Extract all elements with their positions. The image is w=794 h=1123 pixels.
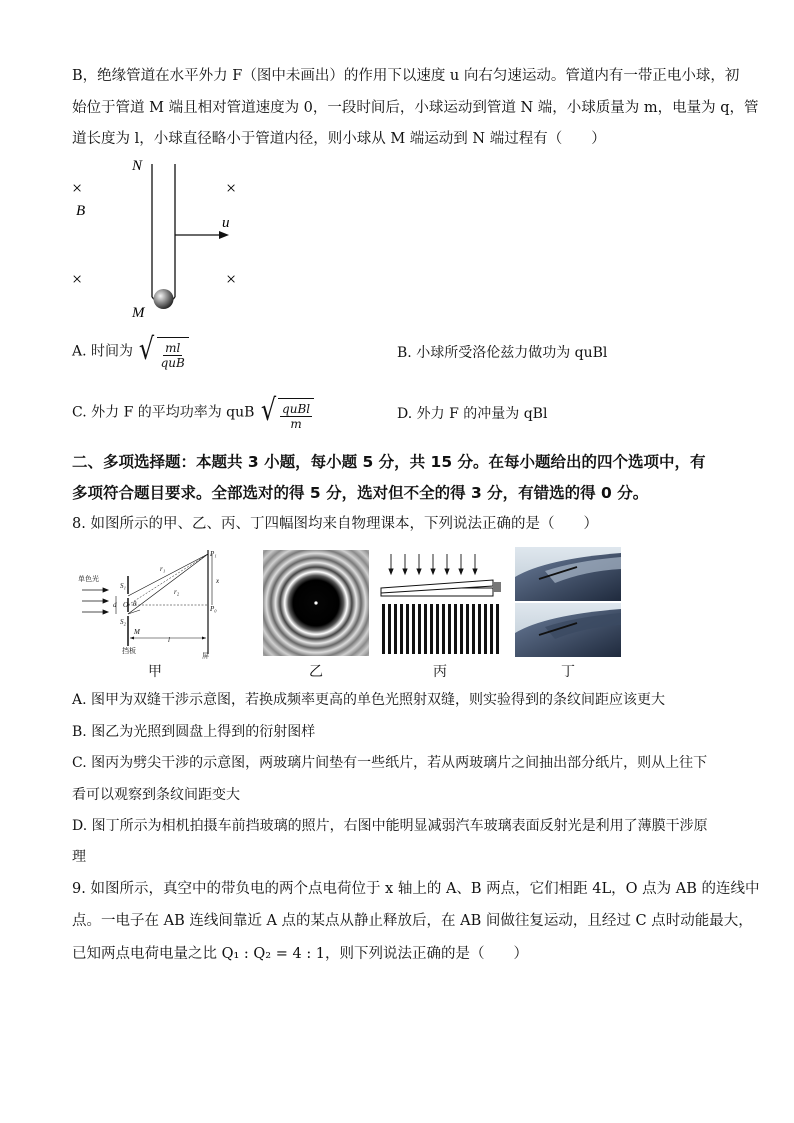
q9-stem-line3: 已知两点电荷电量之比 Q₁ : Q₂ = 4 : 1，则下列说法正确的是（ ） [72,946,529,962]
cross-mark: × [226,269,237,289]
label-p0: P₀ [210,605,217,613]
q9-stem-line1: 9. 如图所示，真空中的带负电的两个点电荷位于 x 轴上的 A、B 两点，它们相距 4L，O 点为 AB 的连线中 [72,881,760,897]
frac-numerator: quBl [282,402,311,416]
cross-mark: × [72,269,83,289]
label-theta: θ [133,600,137,608]
frac-denominator: m [290,417,302,431]
label-l: l [168,636,170,644]
q7-option-c[interactable] [72,394,314,431]
q8-stem: 8. 如图所示的甲、乙、丙、丁四幅图均来自物理课本，下列说法正确的是（ ） [72,516,598,532]
q7-option-b[interactable]: B. 小球所受洛伦兹力做功为 quBl [397,345,608,361]
label-o: O [123,601,129,609]
fig-bing-wedge-interference [379,552,503,656]
sqrt-expression: √ $\frac{ml}{\text{quB}}$ [137,333,188,370]
q8-option-b[interactable]: B. 图乙为光照到圆盘上得到的衍射图样 [72,724,316,740]
frac-numerator: ml [165,341,181,355]
fig-jia-double-slit [76,546,224,662]
caption-ding: 丁 [561,664,575,680]
label-s2: S₂ [120,618,126,626]
q8-option-d-line2: 理 [72,849,86,865]
caption-jia: 甲 [148,664,162,680]
label-n: N [132,158,143,174]
label-u: u [222,215,230,231]
q7-option-a[interactable] [72,333,189,370]
fig-ding-windshield-photos [515,547,621,657]
label-s1: S₁ [120,582,126,590]
option-a-prefix: A. 时间为 [72,343,134,360]
cross-mark: × [72,178,83,198]
label-x: x [216,577,220,585]
section2-header-line2: 多项符合题目要求。全部选对的得 5 分，选对但不全的得 3 分，有错选的得 0 分。 [72,484,649,502]
charged-ball [154,289,174,309]
label-m: M [134,628,140,636]
label-r2: r₂ [174,588,180,596]
sqrt-expression: √ $\frac{\text{quBl}}{m}$ [259,394,314,431]
option-c-prefix: C. 外力 F 的平均功率为 quB [72,404,255,421]
fig-yi-disk-diffraction [263,550,369,656]
q8-option-d-line1[interactable]: D. 图丁所示为相机拍摄车前挡玻璃的照片，右图中能明显减弱汽车玻璃表面反射光是利用了薄膜干涉原 [72,818,708,834]
caption-yi: 乙 [309,664,323,680]
q7-option-d[interactable]: D. 外力 F 的冲量为 qBl [397,406,548,422]
q7-stem-line2: 始位于管道 M 端且相对管道速度为 0，一段时间后，小球运动到管道 N 端，小球质量为 m，电量为 q，管 [72,100,759,116]
q7-tube-figure [64,152,254,322]
label-d: d [113,601,117,609]
q8-option-a[interactable]: A. 图甲为双缝干涉示意图，若换成频率更高的单色光照射双缝，则实验得到的条纹间距应该更大 [72,692,666,708]
q9-stem-line2: 点。一电子在 AB 连线间靠近 A 点的某点从静止释放后，在 AB 间做往复运动，且经过 C 点时动能最大， [72,913,753,929]
frac-denominator: quB [160,356,185,370]
q7-stem-line3: 道长度为 l，小球直径略小于管道内径，则小球从 M 端运动到 N 端过程有（ ） [72,131,606,147]
q8-option-c-line1[interactable]: C. 图丙为劈尖干涉的示意图，两玻璃片间垫有一些纸片，若从两玻璃片之间抽出部分纸片，则从上往下 [72,755,708,771]
q7-stem-line1: B，绝缘管道在水平外力 F（图中未画出）的作用下以速度 u 向右匀速运动。管道内有一带正电小球，初 [72,68,740,84]
label-p1: P₁ [210,550,217,558]
label-screen: 屏 [202,652,209,660]
label-r1: r₁ [160,565,166,573]
section2-header-line1: 二、多项选择题：本题共 3 小题，每小题 5 分，共 15 分。在每小题给出的四个选项中，有 [72,453,706,471]
label-m: M [132,305,145,321]
label-b: B [76,203,86,219]
caption-bing: 丙 [433,664,447,680]
q8-option-c-line2: 看可以观察到条纹间距变大 [72,787,240,803]
cross-mark: × [226,178,237,198]
label-monochromatic-light: 单色光 [78,575,99,583]
label-baffle: 挡板 [122,647,136,655]
